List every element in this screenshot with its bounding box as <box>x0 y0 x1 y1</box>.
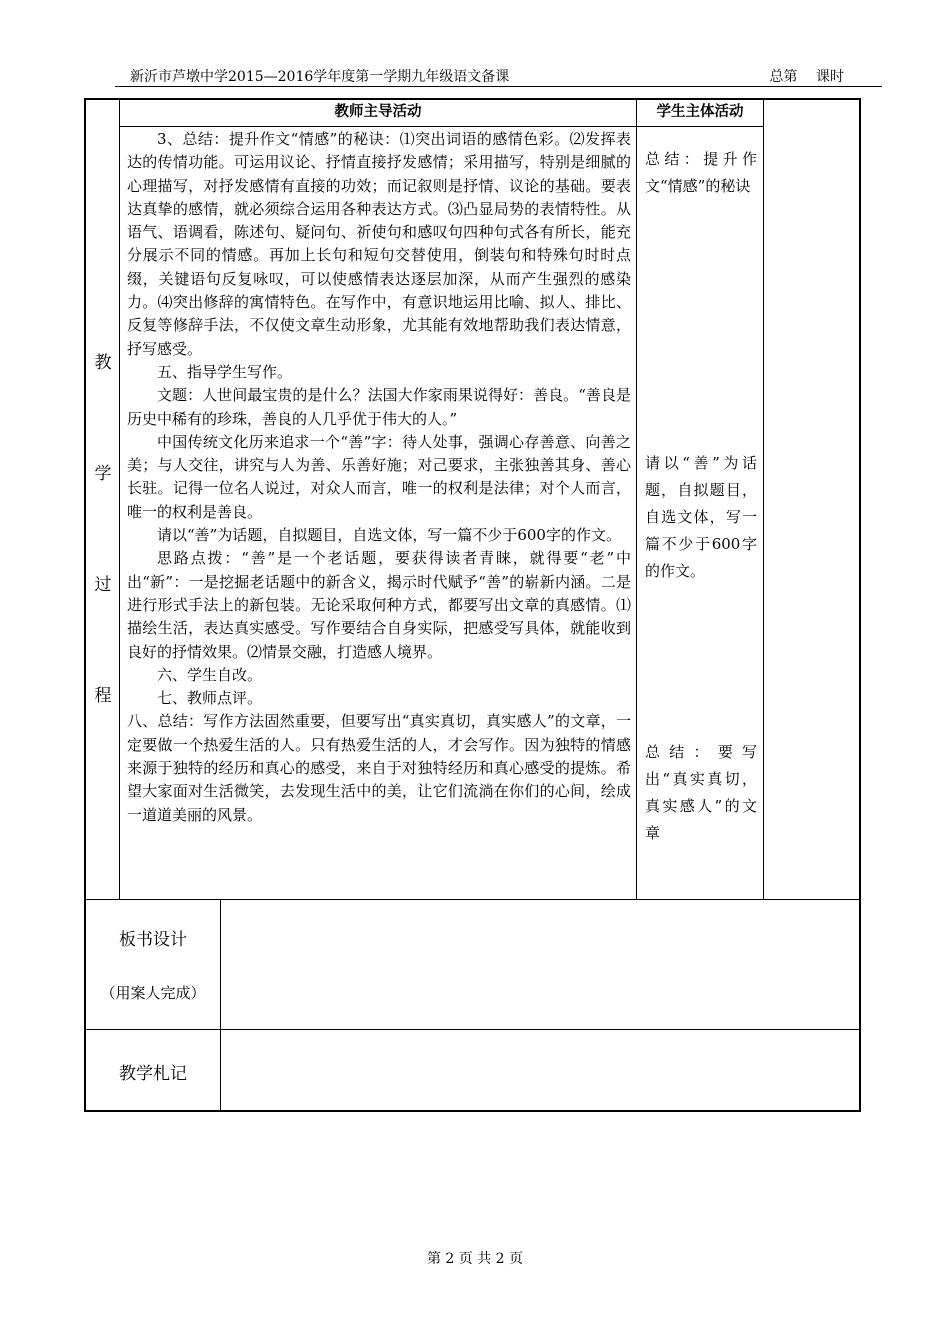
teacher-paragraph: 请以“善”为话题，自拟题目，自选文体，写一篇不少于600字的作文。 <box>157 526 621 545</box>
teacher-paragraph: 五、指导学生写作。 <box>157 362 293 381</box>
header-lesson-count: 总第 课时 <box>769 69 844 85</box>
section-rule-1 <box>84 899 861 900</box>
page-header <box>130 66 882 86</box>
student-note <box>645 146 757 200</box>
student-note-text: 总结：提升作文“情感”的秘诀 <box>645 150 757 195</box>
teaching-notes-label: 教学札记 <box>119 1064 187 1084</box>
student-note <box>645 739 757 847</box>
side-label-char: 程 <box>94 686 112 706</box>
col-teacher-header: 教师主导活动 <box>334 104 422 120</box>
teacher-paragraph: 六、学生自改。 <box>157 665 263 684</box>
teacher-paragraph: 中国传统文化历来追求一个“善”字：待人处事，强调心存善意、向善之美；与人交往，讲究与人为善、乐善好施；对己要求，主张独善其身、善心长驻。记得一位名人说过，对众人而言，唯一的权利是法律；对个人而言，唯一的权利是善良。 <box>127 432 631 521</box>
divider-bottom <box>220 899 221 1111</box>
teacher-paragraph: 八、总结：写作方法固然重要，但要写出“真实真切，真实感人”的文章，一定要做一个热爱生活的人。只有热爱生活的人，才会写作。因为独特的情感来源于独特的经历和真心的感受，来自于对独特经历和真心感受的提炼。希望大家面对生活微笑，去发现生活中的美，让它们流淌在你们的心间，绘成一道道美丽的风景。 <box>127 712 631 824</box>
student-note-text: 请以“善”为话题，自拟题目，自选文体，写一篇不少于600字的作文。 <box>645 454 757 580</box>
side-label-char: 教 <box>94 353 112 373</box>
student-note-text: 总结：要写出“真实真切，真实感人”的文章 <box>645 743 757 842</box>
page-number: 第 2 页 共 2 页 <box>426 1251 524 1267</box>
student-note <box>645 450 757 585</box>
divider-side <box>119 98 120 900</box>
side-label-char: 过 <box>94 575 112 595</box>
header-row-rule <box>119 126 764 127</box>
teacher-paragraph: 思路点拨：“善”是一个老话题，要获得读者青睐，就得要“老”中出“新”：一是挖掘老话题中的新含义，揭示时代赋予“善”的崭新内涵。二是进行形式手法上的新包装。无论采取何种方式，都要写出文章的真感情。⑴描绘生活，表达真实感受。写作要结合自身实际，把感受写具体，就能收到良好的抒情效果。⑵情景交融，打造感人境界。 <box>127 549 631 661</box>
header-title: 新沂市芦墩中学2015—2016学年度第一学期九年级语文备课 <box>130 69 510 85</box>
teacher-activity <box>127 128 631 827</box>
header-rule <box>115 86 882 87</box>
teacher-paragraph: 七、教师点评。 <box>157 689 263 708</box>
section-rule-2 <box>84 1029 861 1030</box>
board-design-label: 板书设计 <box>119 930 187 950</box>
teacher-paragraph: 3、总结：提升作文“情感”的秘诀：⑴突出词语的感情色彩。⑵发挥表达的传情功能。可运用议论、抒情直接抒发感情；采用描写，特别是细腻的心理描写，对抒发感情有直接的功效；而记叙则是抒情、议论的基础。要表达真挚的感情，就必须综合运用各种表达方式。⑶凸显局势的表情特性。从语气、语调看，陈述句、疑问句、祈使句和感叹句四种句式各有所长，能充分展示不同的情感。再加上长句和短句交替使用，倒装句和特殊句时时点缀，关键语句反复咏叹，可以使感情表达逐层加深，从而产生强烈的感染力。⑷突出修辞的寓情特色。在写作中，有意识地运用比喻、拟人、排比、反复等修辞手法，不仅使文章生动形象，尤其能有效地帮助我们表达情意，抒写感受。 <box>127 130 631 358</box>
board-design-note: （用案人完成） <box>100 984 206 1002</box>
side-label-char: 学 <box>94 464 112 484</box>
col-student-header: 学生主体活动 <box>656 104 744 120</box>
divider-teacher <box>636 98 637 900</box>
teacher-paragraph: 文题：人世间最宝贵的是什么？法国大作家雨果说得好：善良。“善良是历史中稀有的珍珠，善良的人几乎优于伟大的人。” <box>127 386 631 428</box>
divider-student <box>763 98 764 900</box>
